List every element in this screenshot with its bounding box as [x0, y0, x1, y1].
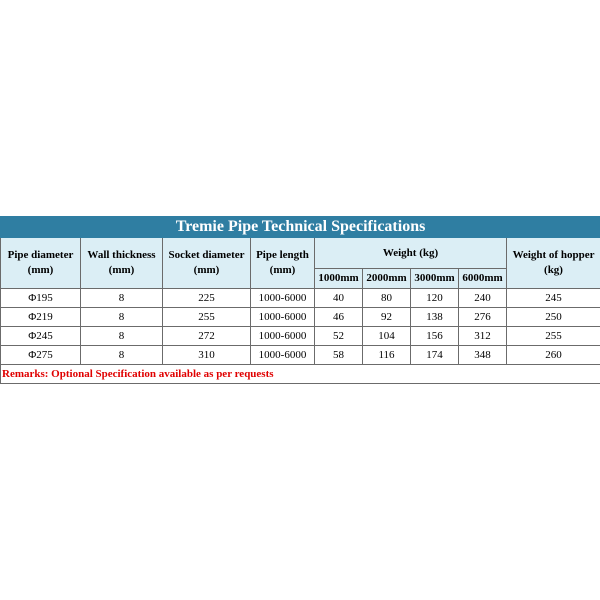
- cell-socket-diameter: 225: [163, 289, 251, 308]
- remarks-text: Remarks: Optional Specification available as per requests: [1, 365, 600, 384]
- header-pipe-diameter-line2: (mm): [27, 264, 54, 276]
- cell-wall-thickness: 8: [81, 308, 163, 327]
- cell-weight-1000mm: 58: [315, 346, 363, 365]
- cell-weight-3000mm: 156: [411, 327, 459, 346]
- cell-wall-thickness: 8: [81, 327, 163, 346]
- header-weight: Weight (kg): [315, 238, 507, 269]
- header-weight-1000mm: 1000mm: [315, 269, 363, 289]
- header-weight-2000mm: 2000mm: [363, 269, 411, 289]
- cell-wall-thickness: 8: [81, 289, 163, 308]
- header-wall-thickness: [81, 238, 163, 289]
- cell-hopper-weight: 245: [507, 289, 600, 308]
- cell-hopper-weight: 255: [507, 327, 600, 346]
- cell-weight-1000mm: 52: [315, 327, 363, 346]
- header-wall-thickness-line1: Wall thickness: [87, 249, 156, 261]
- table-row: [1, 308, 600, 327]
- cell-weight-2000mm: 92: [363, 308, 411, 327]
- header-hopper-weight: [507, 238, 600, 289]
- header-pipe-diameter-line1: Pipe diameter: [7, 249, 74, 261]
- table-row: [1, 289, 600, 308]
- cell-pipe-length: 1000-6000: [251, 289, 315, 308]
- header-pipe-length-line2: (mm): [269, 264, 296, 276]
- cell-weight-6000mm: 240: [459, 289, 507, 308]
- header-socket-diameter-line2: (mm): [193, 264, 220, 276]
- cell-pipe-length: 1000-6000: [251, 346, 315, 365]
- header-wall-thickness-line2: (mm): [108, 264, 135, 276]
- cell-pipe-length: 1000-6000: [251, 308, 315, 327]
- cell-socket-diameter: 272: [163, 327, 251, 346]
- cell-socket-diameter: 255: [163, 308, 251, 327]
- table-row: [1, 346, 600, 365]
- cell-weight-1000mm: 46: [315, 308, 363, 327]
- cell-weight-1000mm: 40: [315, 289, 363, 308]
- cell-weight-3000mm: 174: [411, 346, 459, 365]
- cell-weight-6000mm: 276: [459, 308, 507, 327]
- cell-weight-2000mm: 80: [363, 289, 411, 308]
- header-hopper-weight-line1: Weight of hopper: [512, 249, 595, 261]
- header-hopper-weight-line2: (kg): [544, 264, 563, 276]
- cell-weight-6000mm: 348: [459, 346, 507, 365]
- cell-wall-thickness: 8: [81, 346, 163, 365]
- header-pipe-diameter: [1, 238, 81, 289]
- table-row: [1, 327, 600, 346]
- cell-weight-2000mm: 116: [363, 346, 411, 365]
- cell-pipe-diameter: Φ245: [1, 327, 81, 346]
- cell-weight-2000mm: 104: [363, 327, 411, 346]
- header-socket-diameter-line1: Socket diameter: [168, 249, 245, 261]
- cell-pipe-diameter: Φ219: [1, 308, 81, 327]
- header-pipe-length: [251, 238, 315, 289]
- header-weight-3000mm: 3000mm: [411, 269, 459, 289]
- header-socket-diameter: [163, 238, 251, 289]
- cell-hopper-weight: 250: [507, 308, 600, 327]
- cell-pipe-diameter: Φ195: [1, 289, 81, 308]
- cell-pipe-length: 1000-6000: [251, 327, 315, 346]
- tremie-pipe-spec-table: [0, 216, 600, 384]
- table-title: Tremie Pipe Technical Specifications: [1, 217, 600, 238]
- header-pipe-length-line1: Pipe length: [256, 249, 309, 261]
- header-weight-6000mm: 6000mm: [459, 269, 507, 289]
- cell-socket-diameter: 310: [163, 346, 251, 365]
- spec-table-container: [0, 216, 600, 384]
- cell-weight-3000mm: 120: [411, 289, 459, 308]
- cell-weight-6000mm: 312: [459, 327, 507, 346]
- cell-hopper-weight: 260: [507, 346, 600, 365]
- cell-weight-3000mm: 138: [411, 308, 459, 327]
- cell-pipe-diameter: Φ275: [1, 346, 81, 365]
